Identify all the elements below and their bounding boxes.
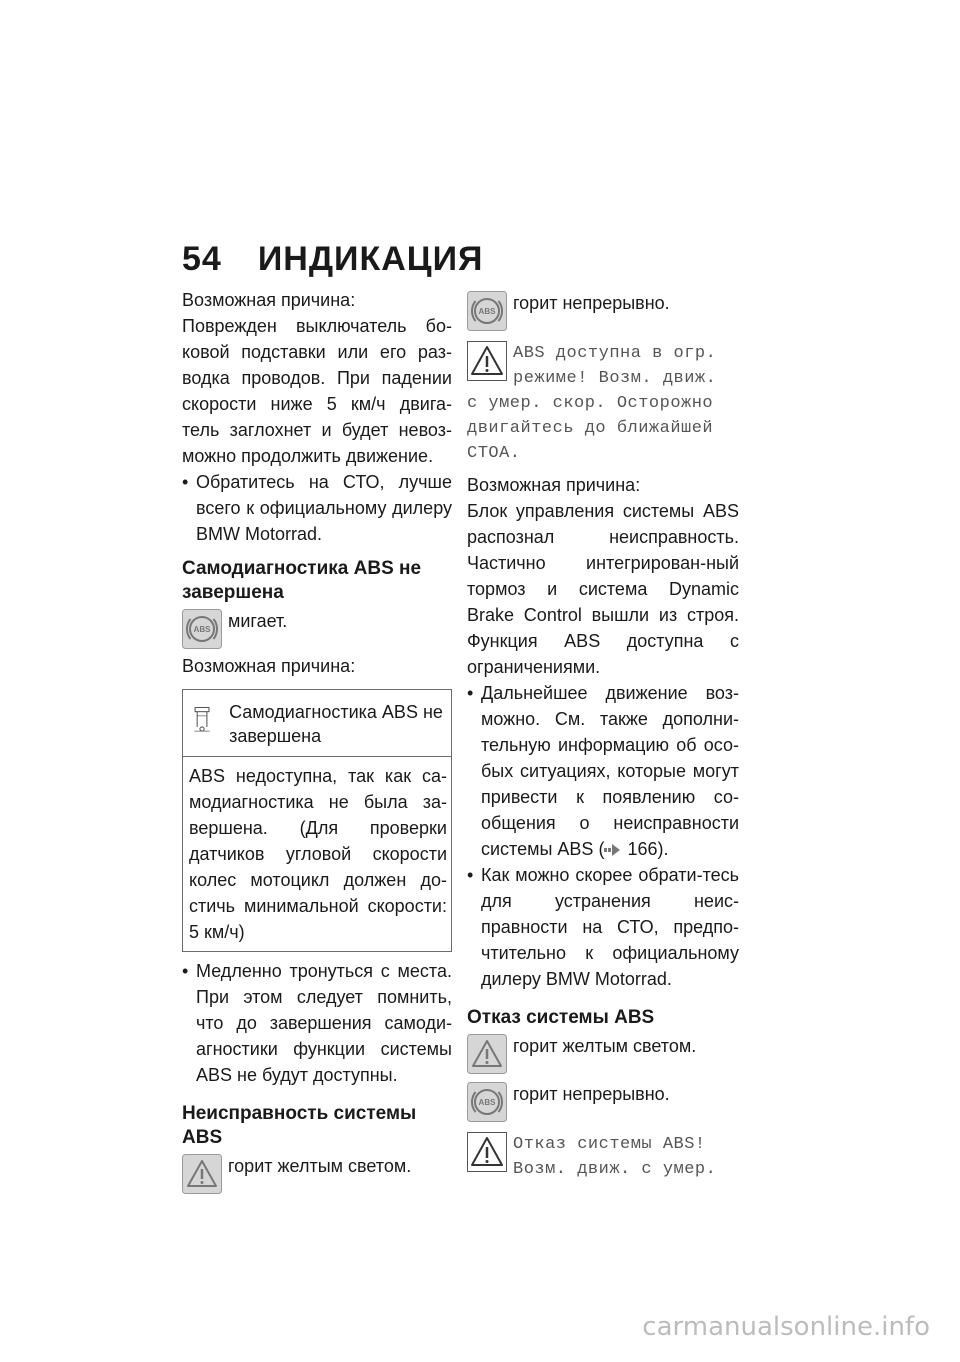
section-title: ИНДИКАЦИЯ <box>257 240 484 278</box>
indicator-state: горит желтым светом. <box>228 1156 412 1176</box>
bullet-item: • Медленно тронуться с места. При этом следует помнить, что до завершения самоди-агностики функции системы ABS не будут доступны. <box>182 958 452 1088</box>
indicator-row <box>467 1082 739 1122</box>
warning-triangle-icon <box>467 1034 507 1074</box>
right-column <box>467 291 739 1182</box>
indicator-state: мигает. <box>228 611 288 631</box>
note-box-body: ABS недоступна, так как са-модиагностика не была за-вершена. (Для проверки датчиков угловой скорости колес мотоцикл должен до-стичь минимальной скорости: 5 км/ч) <box>189 766 447 942</box>
section-heading: Отказ системы ABS <box>467 1007 655 1028</box>
cause-text: Блок управления системы ABS распознал неисправность. Частично интегрирован-ный тормоз и система Dynamic Brake Control вышли из строя. Функция ABS доступна с ограничениями. <box>467 501 739 677</box>
note-box <box>182 689 452 952</box>
sidestand-note-icon <box>193 700 211 740</box>
abs-warning-icon <box>467 291 507 331</box>
bullet-item <box>467 680 739 862</box>
display-text-line: СТОА. <box>467 444 521 463</box>
svg-text:ABS: ABS <box>193 625 211 634</box>
watermark: carmanualsonline.info <box>642 1312 930 1342</box>
page-number: 54 <box>182 240 222 278</box>
cause-label: Возможная причина: <box>182 656 356 676</box>
note-box-header <box>183 690 451 757</box>
cause-label: Возможная причина: <box>467 475 641 495</box>
display-warning-icon <box>467 341 507 381</box>
abs-warning-icon <box>182 609 222 649</box>
section-heading: Самодиагностика ABS не завершена <box>182 558 422 603</box>
display-text-line: двигайтесь до ближайшей <box>467 419 714 438</box>
page-reference[interactable]: 166). <box>627 839 669 859</box>
indicator-row <box>467 1034 739 1074</box>
bullet-text: Дальнейшее движение воз-можно. См. также дополни-тельную информацию об осо-бых ситуациях, которые могут привести к появлению со-общения о неисправности системы ABS ( <box>481 683 739 859</box>
display-warning-icon <box>467 1132 507 1172</box>
display-message <box>467 1132 739 1182</box>
indicator-row <box>467 291 739 331</box>
display-text-line: Возм. движ. с умер. <box>513 1160 717 1179</box>
indicator-state: горит непрерывно. <box>513 293 670 313</box>
svg-text:ABS: ABS <box>478 307 496 316</box>
page-header <box>182 240 484 279</box>
svg-text:ABS: ABS <box>478 1098 496 1107</box>
cause-text: Поврежден выключатель бо-ковой подставки или его раз-водка проводов. При падении скорости ниже 5 км/ч двига-тель заглохнет и будет невоз-можно продолжить движение. <box>182 316 452 466</box>
indicator-row <box>182 609 452 649</box>
bullet-item: • Обратитесь на СТО, лучше всего к официальному дилеру BMW Motorrad. <box>182 469 452 547</box>
display-message <box>467 341 739 391</box>
display-text-line: режиме! Возм. движ. <box>513 369 717 388</box>
abs-warning-icon <box>467 1082 507 1122</box>
indicator-row <box>182 1154 452 1194</box>
display-text-line: Отказ системы ABS! <box>513 1135 706 1154</box>
section-heading: Неисправность системы ABS <box>182 1103 417 1148</box>
display-text-line: ABS доступна в огр. <box>513 344 717 363</box>
bullet-item: • Как можно скорее обрати-тесь для устранения неис-правности на СТО, предпо-чтительно к официальному дилеру BMW Motorrad. <box>467 862 739 992</box>
display-text-line: с умер. скор. Осторожно <box>467 394 714 413</box>
warning-triangle-icon <box>182 1154 222 1194</box>
note-box-title: Самодиагностика ABS не завершена <box>229 702 443 746</box>
page-reference-arrow-icon <box>604 844 622 856</box>
indicator-state: горит желтым светом. <box>513 1036 697 1056</box>
indicator-state: горит непрерывно. <box>513 1084 670 1104</box>
left-column <box>182 287 452 1198</box>
cause-label: Возможная причина: <box>182 290 356 310</box>
